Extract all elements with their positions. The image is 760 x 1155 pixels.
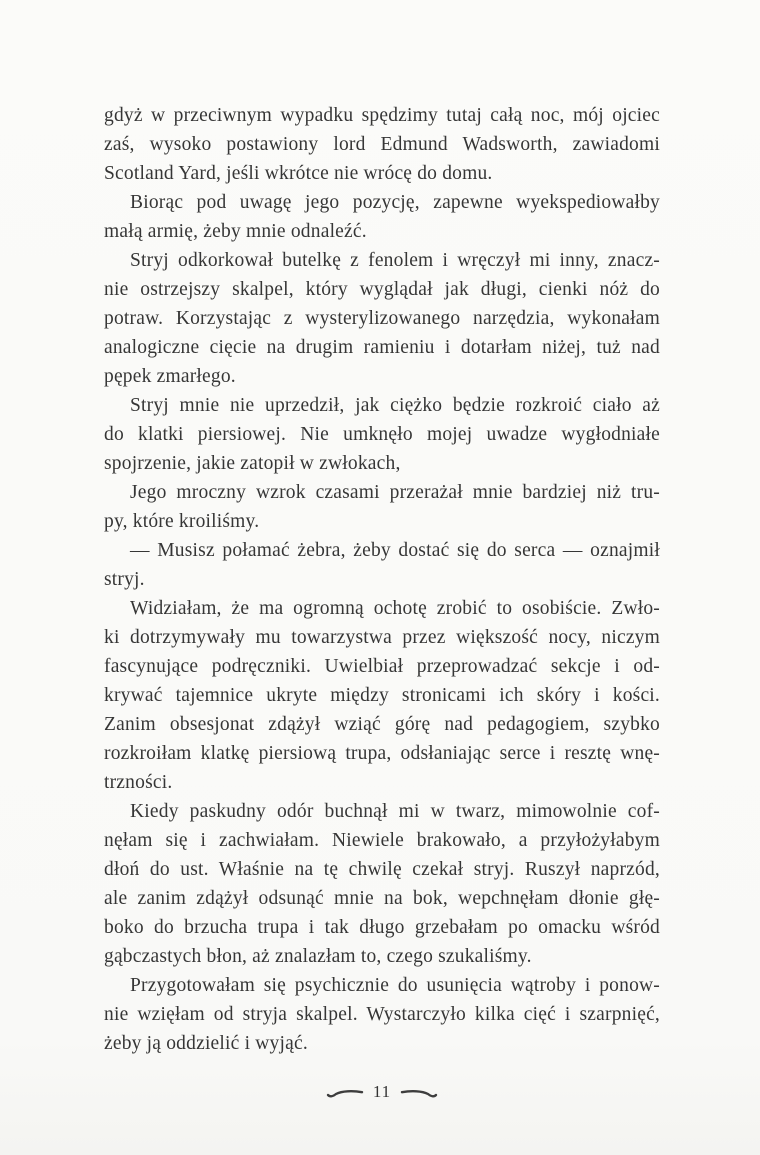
text-line: spojrzenie, jakie zatopił w zwłokach, [104, 453, 401, 474]
paragraph [104, 797, 660, 971]
text-line: pępek zmarłego. [104, 366, 236, 387]
paragraph [104, 391, 660, 478]
text-line: Zanim obsesjonat zdążył wziąć górę nad pedagogiem, szybko [104, 714, 660, 735]
text-line: py, które kroiliśmy. [104, 511, 260, 532]
paragraph [104, 536, 660, 594]
text-line: Przygotowałam się psychicznie do usunięcia wątroby i ponow- [130, 975, 660, 996]
text-line: — Musisz połamać żebra, żeby dostać się do serca — oznajmił [130, 540, 660, 561]
swash-left-icon [326, 1086, 364, 1098]
paragraph [104, 101, 660, 188]
text-line: potraw. Korzystając z wysterylizowanego narzędzia, wykonałam [104, 308, 660, 329]
paragraph [104, 594, 660, 797]
text-line: rozkroiłam klatkę piersiową trupa, odsłaniając serce i resztę wnę- [104, 743, 660, 764]
text-line: gąbczastych błon, aż znalazłam to, czego szukaliśmy. [104, 946, 532, 967]
paragraph [104, 478, 660, 536]
text-line: analogiczne cięcie na drugim ramieniu i dotarłam niżej, tuż nad [104, 337, 660, 358]
text-line: nie ostrzejszy skalpel, który wyglądał jak długi, cienki nóż do [104, 279, 660, 300]
text-line: stryj. [104, 569, 145, 590]
text-line: do klatki piersiowej. Nie umknęło mojej uwadze wygłodniałe [104, 424, 660, 445]
swash-right-icon [400, 1086, 438, 1098]
paragraph [104, 246, 660, 391]
text-line: nęłam się i zachwiałam. Niewiele brakowało, a przyłożyłabym [104, 830, 660, 851]
text-line: Biorąc pod uwagę jego pozycję, zapewne wyekspediowałby [130, 192, 660, 213]
text-line: ki dotrzymywały mu towarzystwa przez większość nocy, niczym [104, 627, 660, 648]
text-line: zaś, wysoko postawiony lord Edmund Wadsworth, zawiadomi [104, 134, 660, 155]
text-line: ale zanim zdążył odsunąć mnie na bok, wepchnęłam dłonie głę- [104, 888, 660, 909]
text-line: dłoń do ust. Właśnie na tę chwilę czekał stryj. Ruszył naprzód, [104, 859, 660, 880]
text-line: Scotland Yard, jeśli wkrótce nie wrócę do domu. [104, 163, 493, 184]
text-line: nie wzięłam od stryja skalpel. Wystarczyło kilka cięć i szarpnięć, [104, 1004, 660, 1025]
text-line: fascynujące podręczniki. Uwielbiał przeprowadzać sekcje i od- [104, 656, 660, 677]
paragraph [104, 971, 660, 1058]
text-line: małą armię, żeby mnie odnaleźć. [104, 221, 367, 242]
text-line: Jego mroczny wzrok czasami przerażał mnie bardziej niż tru- [130, 482, 660, 503]
text-line: żeby ją oddzielić i wyjąć. [104, 1033, 308, 1054]
text-line: gdyż w przeciwnym wypadku spędzimy tutaj całą noc, mój ojciec [104, 105, 660, 126]
text-block [104, 101, 660, 1058]
page-number: 11 [372, 1082, 392, 1101]
text-line: trzności. [104, 772, 173, 793]
text-line: Stryj mnie nie uprzedził, jak ciężko będzie rozkroić ciało aż [130, 395, 660, 416]
text-line: boko do brzucha trupa i tak długo grzebałam po omacku wśród [104, 917, 660, 938]
page-number-row [104, 1082, 660, 1102]
text-line: krywać tajemnice ukryte między stronicami ich skóry i kości. [104, 685, 660, 706]
paragraph [104, 188, 660, 246]
text-line: Stryj odkorkował butelkę z fenolem i wręczył mi inny, znacz- [130, 250, 660, 271]
text-line: Kiedy paskudny odór buchnął mi w twarz, mimowolnie cof- [130, 801, 660, 822]
text-line: Widziałam, że ma ogromną ochotę zrobić to osobiście. Zwło- [130, 598, 660, 619]
